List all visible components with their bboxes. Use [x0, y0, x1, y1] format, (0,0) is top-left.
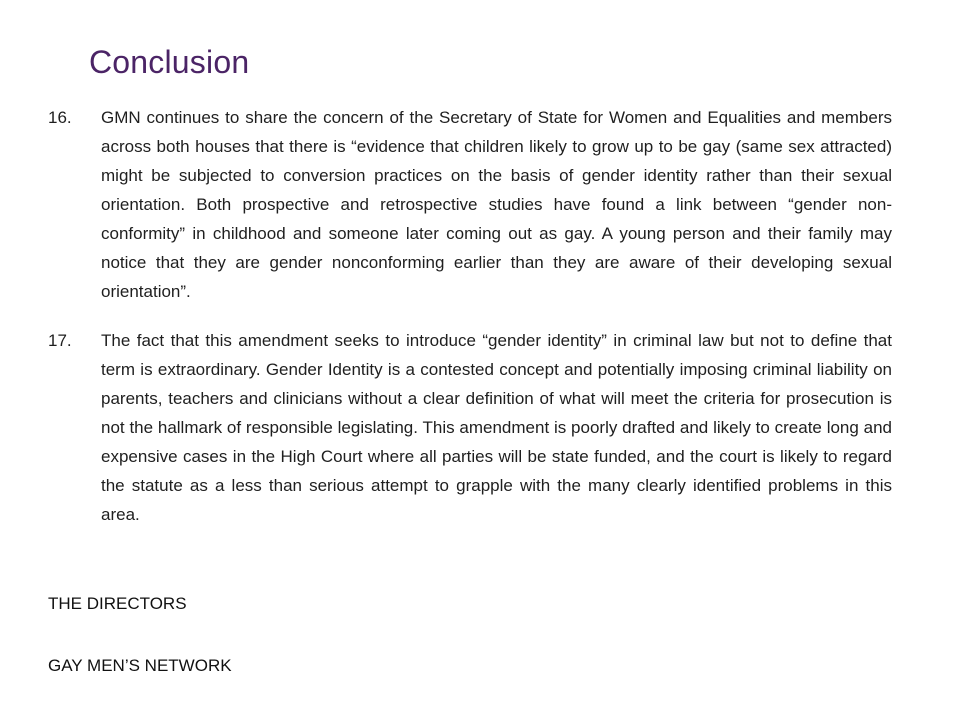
- paragraph-number: 16.: [48, 108, 72, 127]
- paragraph-number: 17.: [48, 331, 72, 350]
- section-heading: Conclusion: [89, 44, 250, 80]
- paragraph-16: [48, 103, 892, 306]
- signoff-directors: THE DIRECTORS: [48, 594, 187, 613]
- paragraph-17: [48, 326, 892, 529]
- signoff-organization: GAY MEN’S NETWORK: [48, 656, 232, 675]
- paragraph-text: GMN continues to share the concern of the Secretary of State for Women and Equalities and members across both houses that there is “evidence that children likely to grow up to be gay (same sex attracted) might be subjected to conversion practices on the basis of gender identity rather than their sexual orientation. Both prospective and retrospective studies have found a link between “gender non-conformity” in childhood and someone later coming out as gay. A young person and their family may notice that they are gender nonconforming earlier than they are aware of their developing sexual orientation”.: [101, 108, 892, 301]
- paragraph-text: The fact that this amendment seeks to introduce “gender identity” in criminal law but not to define that term is extraordinary. Gender Identity is a contested concept and potentially imposing criminal liability on parents, teachers and clinicians without a clear definition of what will meet the criteria for prosecution is not the hallmark of responsible legislating. This amendment is poorly drafted and likely to create long and expensive cases in the High Court where all parties will be state funded, and the court is likely to regard the statute as a less than serious attempt to grapple with the many clearly identified problems in this area.: [101, 331, 892, 524]
